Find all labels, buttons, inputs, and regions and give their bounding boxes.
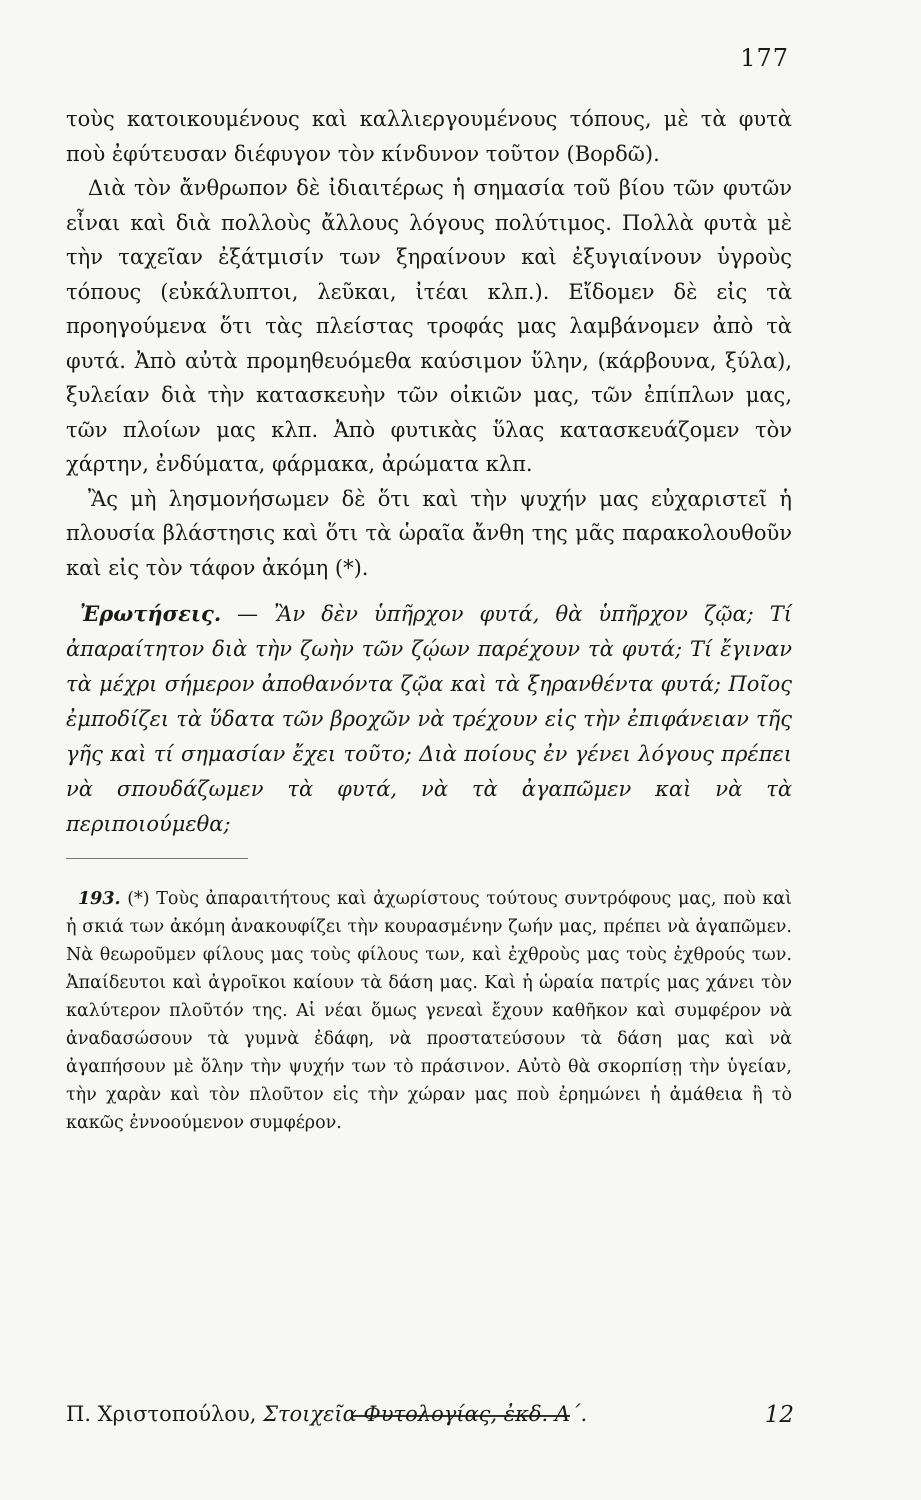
paragraph: Διὰ τὸν ἄνθρωπον δὲ ἰδιαιτέρως ἡ σημασία τοῦ βίου τῶν φυτῶν εἶναι καὶ διὰ πολλοὺς ἄλλους λόγους πολύτιμος. Πολλὰ φυτὰ μὲ τὴν ταχεῖαν ἐξάτμισίν των ξηραίνουν καὶ ἐξυγιαίνουν ὑγροὺς τόπους (εὐκάλυπτοι, λεῦκαι, ἰτέαι κλπ.). Εἴδομεν δὲ εἰς τὰ προηγούμενα ὅτι τὰς πλείστας τροφάς μας λαμβάνομεν ἀπὸ τὰ φυτά. Ἀπὸ αὐτὰ προμηθευόμεθα καύσιμον ὕλην, (κάρβουνα, ξύλα), ξυλείαν διὰ τὴν κατασκευὴν τῶν οἰκιῶν μας, τῶν ἐπίπλων μας, τῶν πλοίων μας κλπ. Ἀπὸ φυτικὰς ὕλας κατασκευάζομεν τὸν χάρτην, ἐνδύματα, φάρμακα, ἀρώματα κλπ. (66, 176, 792, 476)
footnote-divider (66, 858, 248, 859)
questions-text: — Ἂν δὲν ὑπῆρχον φυτά, θὰ ὑπῆρχον ζῷα; Τί ἀπαραίτητον διὰ τὴν ζωὴν τῶν ζῴων παρέχουν τὰ φυτά; Τί ἔγιναν τὰ μέχρι σήμερον ἀποθανόντα ζῷα καὶ τὰ ξηρανθέντα φυτά; Ποῖος ἐμποδίζει τὰ ὕδατα τῶν βροχῶν νὰ τρέχουν εἰς τὴν ἐπιφάνειαν τῆς γῆς καὶ τί σημασίαν ἔχει τοῦτο; Διὰ ποίους ἐν γένει λόγους πρέπει νὰ σπουδάζωμεν τὰ φυτά, νὰ τὰ ἀγαπῶμεν καὶ νὰ τὰ περιποιούμεθα; (66, 602, 792, 836)
questions-label: Ἐρωτήσεις. (80, 601, 222, 626)
page-footer (66, 1402, 794, 1428)
footer-author: Π. Χριστοπούλου, (66, 1402, 257, 1426)
signature-mark: 12 (764, 1402, 794, 1428)
footer-book-title: Στοιχεῖα Φυτολογίας, ἐκδ. Α΄. (263, 1402, 588, 1426)
questions-section (66, 596, 792, 842)
footnote-number: 193. (78, 889, 121, 909)
body-text (66, 102, 792, 585)
footnote (66, 885, 792, 1137)
footer-citation (66, 1402, 587, 1428)
paragraph: Ἂς μὴ λησμονήσωμεν δὲ ὅτι καὶ τὴν ψυχήν μας εὐχαριστεῖ ἡ πλουσία βλάστησις καὶ ὅτι τὰ ὡραῖα ἄνθη της μᾶς παρακολουθοῦν καὶ εἰς τὸν τάφον ἀκόμη (*). (66, 486, 792, 580)
paragraph: τοὺς κατοικουμένους καὶ καλλιεργουμένους τόπους, μὲ τὰ φυτὰ ποὺ ἐφύτευσαν διέφυγον τὸν κίνδυνον τοῦτον (Βορδῶ). (66, 107, 792, 166)
page-number: 177 (740, 44, 789, 72)
footnote-text: (*) Τοὺς ἀπαραιτήτους καὶ ἀχωρίστους τούτους συντρόφους μας, ποὺ καὶ ἡ σκιά των ἀκόμη ἀνακουφίζει τὴν κουρασμένην ζωήν μας, πρέπει νὰ ἀγαπῶμεν. Νὰ θεωροῦμεν φίλους μας τοὺς φίλους των, καὶ ἐχθροὺς μας τοὺς ἐχθρούς των. Ἀπαίδευτοι καὶ ἀγροῖκοι καίουν τὰ δάση μας. Καὶ ἡ ὡραία πατρίς μας χάνει τὸν καλύτερον πλοῦτόν της. Αἱ νέαι ὅμως γενεαὶ ἔχουν καθῆκον καὶ συμφέρον νὰ ἀναδασώσουν τὰ γυμνὰ ἐδάφη, νὰ προστατεύσουν τὰ δάση μας καὶ νὰ ἀγαπήσουν μὲ ὅλην τὴν ψυχήν των τὸ πράσινον. Αὐτὸ θὰ σκορπίσῃ τὴν ὑγείαν, τὴν χαρὰν καὶ τὸν πλοῦτον εἰς τὴν χώραν μας ποὺ ἐρημώνει ἡ ἀμάθεια ἢ τὸ κακῶς ἐννοούμενον συμφέρον. (66, 889, 792, 1133)
